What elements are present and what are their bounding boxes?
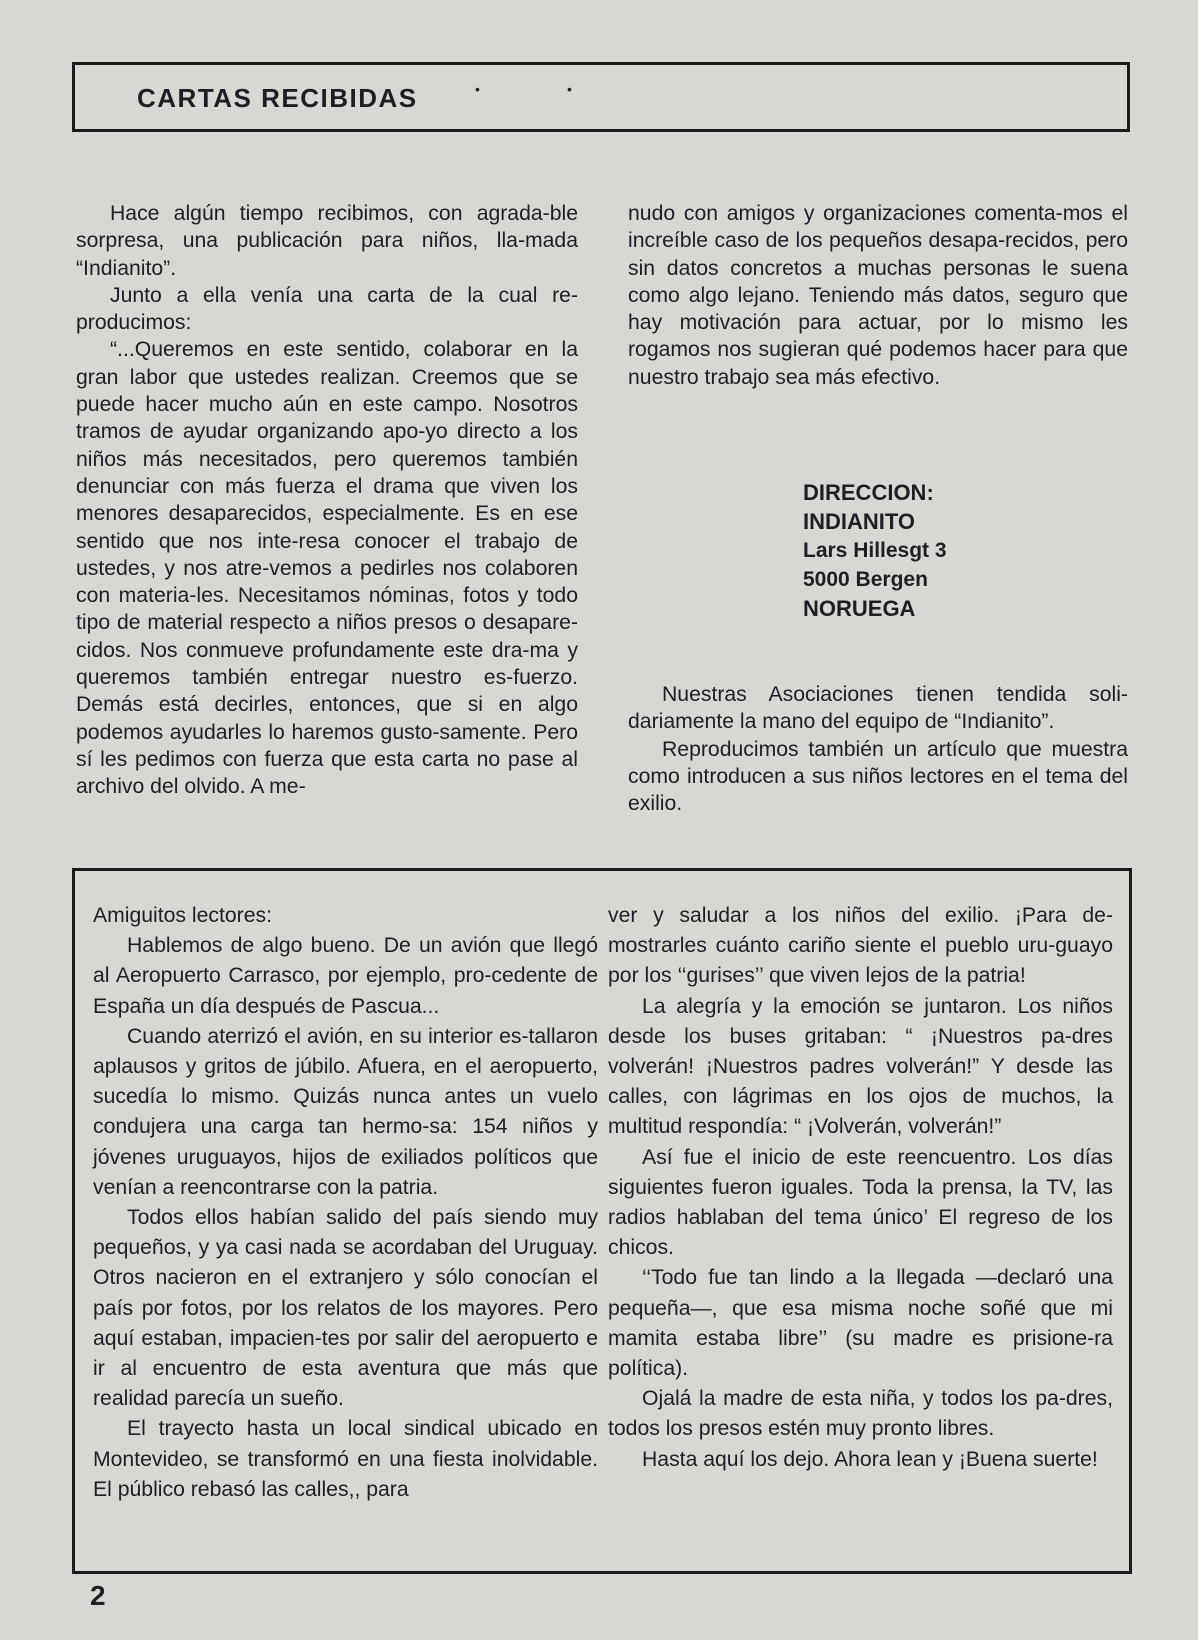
article-left-column — [93, 901, 598, 1505]
article-box — [72, 868, 1132, 1574]
decorative-dot: • — [475, 81, 480, 97]
address-street: Lars Hillesgt 3 — [803, 539, 947, 562]
letter-left-column — [76, 200, 578, 801]
article-paragraph: Hasta aquí los dejo. Ahora lean y ¡Buena suerte! — [642, 1447, 1098, 1471]
letter-paragraph: Junto a ella venía una carta de la cual re-producimos: — [76, 283, 578, 335]
address-city: 5000 Bergen — [803, 568, 928, 591]
address-country: NORUEGA — [803, 596, 916, 621]
article-paragraph: Hablemos de algo bueno. De un avión que llegó al Aeropuerto Carrasco, por ejemplo, pro-cedente de España un día después de Pascua... — [93, 934, 598, 1018]
address-heading: DIRECCION: — [803, 480, 934, 505]
letter-quote: “...Queremos en este sentido, colaborar en la gran labor que ustedes realizan. Creemos que se puede hacer mucho aún en este campo. Nosotros tramos de ayudar organizando apo-yo directo a los niños más necesitados, pero queremos también denunciar con más fuerza el drama que viven los menores desaparecidos, especialmente. Es en ese sentido que nos inte-resa conocer el trabajo de ustedes, y nos atre-vemos a pedirles nos colaboren con materia-les. Necesitamos nóminas, fotos y todo tipo de material respecto a niños presos o desapare-cidos. Nos conmueve profundamente este dra-ma y queremos también entregar nuestro es-fuerzo. Demás está decirles, entonces, que si en algo podemos ayudarles lo haremos gusto-samente. Pero sí les pedimos con fuerza que esta carta no pase al archivo del olvido. A me- — [76, 338, 578, 799]
article-paragraph: ver y saludar a los niños del exilio. ¡Para de-mostrarles cuánto cariño siente el pueblo uru-guayo por los ‘‘gurises’’ que viven lejos de la patria! — [608, 904, 1113, 988]
page-number: 2 — [90, 1580, 106, 1611]
article-greeting: Amiguitos lectores: — [93, 904, 272, 927]
letter-paragraph: Hace algún tiempo recibimos, con agrada-ble sorpresa, una publicación para niños, lla-mada “Indianito”. — [76, 202, 578, 280]
article-paragraph: La alegría y la emoción se juntaron. Los niños desde los buses gritaban: “ ¡Nuestros pa-dres volverán! ¡Nuestros padres volverán!” Y desde las calles, con lágrimas en los ojos de muchos, la multitud respondía: “ ¡Volverán, volverán!” — [608, 994, 1113, 1139]
article-paragraph: Así fue el inicio de este reencuentro. Los días siguientes fueron iguales. Toda la prensa, la TV, las radios hablaban del tema único’ El regreso de los chicos. — [608, 1145, 1113, 1260]
decorative-dot: • — [567, 81, 572, 97]
article-paragraph: El trayecto hasta un local sindical ubicado en Montevideo, se transformó en una fiesta inolvidable. El público rebasó las calles,, para — [93, 1417, 598, 1501]
article-paragraph: ‘‘Todo fue tan lindo a la llegada —declaró una pequeña—, que esa misma noche soñé que mi mamita estaba libre’’ (su madre es prisione-ra política). — [608, 1266, 1113, 1381]
closing-paragraph: Nuestras Asociaciones tienen tendida soli-dariamente la mano del equipo de “Indianito”. — [628, 683, 1128, 734]
article-paragraph: Cuando aterrizó el avión, en su interior es-tallaron aplausos y gritos de júbilo. Afuera, en el aeropuerto, sucedía lo mismo. Quizás nunca antes un vuelo condujera una carga tan hermo-sa: 154 niños y jóvenes uruguayos, hijos de exiliados políticos que venían a reencontrarse con la patria. — [93, 1024, 598, 1199]
section-title: CARTAS RECIBIDAS — [137, 83, 418, 113]
address-name: INDIANITO — [803, 509, 916, 534]
closing-column — [628, 681, 1128, 817]
article-paragraph: Ojalá la madre de esta niña, y todos los pa-dres, todos los presos estén muy pronto libres. — [608, 1387, 1113, 1441]
section-header — [72, 62, 1130, 132]
letter-paragraph: nudo con amigos y organizaciones comenta-mos el increíble caso de los pequeños desapa-recidos, pero sin datos concretos a muchas personas le suena como algo lejano. Teniendo más datos, seguro que hay motivación para actuar, por lo mismo les rogamos nos sugieran qué podemos hacer para que nuestro trabajo sea más efectivo. — [628, 202, 1128, 389]
address-block — [803, 478, 947, 623]
closing-paragraph: Reproducimos también un artículo que muestra como introducen a sus niños lectores en el tema del exilio. — [628, 737, 1128, 816]
article-paragraph: Todos ellos habían salido del país siendo muy pequeños, y ya casi nada se acordaban del Uruguay. Otros nacieron en el extranjero y sólo conocían el país por fotos, por los relatos de los mayores. Pero aquí estaban, impacien-tes por salir del aeropuerto e ir al encuentro de esta aventura que más que realidad parecía un sueño. — [93, 1206, 598, 1411]
letter-right-column — [628, 200, 1128, 391]
article-right-column — [608, 901, 1113, 1475]
